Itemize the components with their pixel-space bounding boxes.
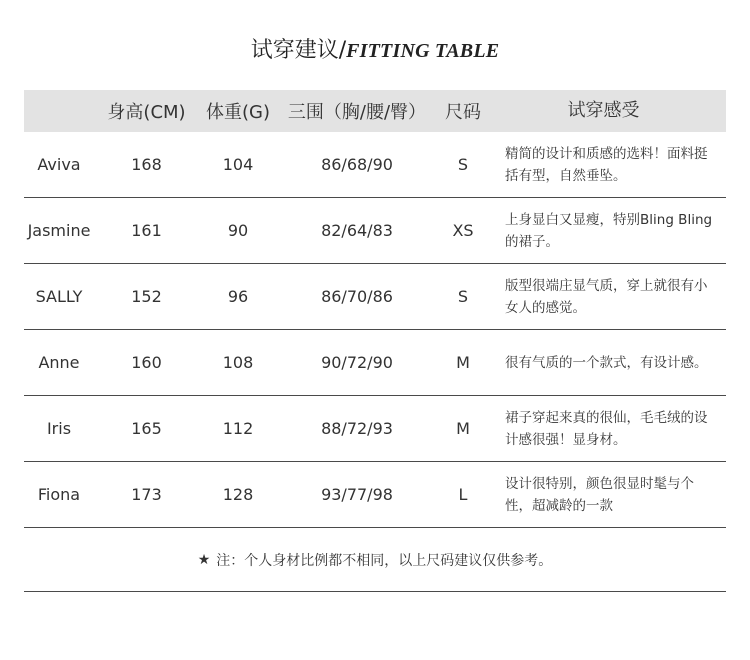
cell-comment: 设计很特别，颜色很显时髦与个性，超减龄的一款 bbox=[505, 475, 694, 514]
cell-weight: 104 bbox=[222, 155, 254, 174]
cell-weight: 112 bbox=[222, 419, 254, 438]
cell-measurements: 90/72/90 bbox=[321, 353, 393, 372]
footnote-text: 注：个人身材比例都不相同，以上尺码建议仅供参考。 bbox=[216, 552, 553, 569]
cell-measurements: 86/70/86 bbox=[321, 287, 393, 306]
cell-measurements: 93/77/98 bbox=[321, 485, 393, 504]
cell-comment: 裙子穿起来真的很仙，毛毛绒的设计感很强！显身材。 bbox=[505, 409, 708, 448]
cell-comment: 精简的设计和质感的选料！面料挺括有型，自然垂坠。 bbox=[505, 145, 708, 184]
cell-size: M bbox=[456, 353, 470, 372]
cell-measurements: 88/72/93 bbox=[321, 419, 393, 438]
cell-weight: 90 bbox=[227, 221, 249, 240]
table-row bbox=[24, 396, 726, 462]
header-height: 身高(CM) bbox=[107, 102, 186, 123]
cell-height: 165 bbox=[131, 419, 162, 438]
cell-size: XS bbox=[452, 221, 474, 240]
header-measurements: 三围（胸/腰/臀） bbox=[287, 102, 427, 123]
cell-weight: 96 bbox=[227, 287, 249, 306]
table-row bbox=[24, 132, 726, 198]
fitting-table bbox=[24, 90, 726, 528]
cell-name: Anne bbox=[38, 353, 80, 372]
cell-size: S bbox=[457, 155, 469, 174]
cell-measurements: 86/68/90 bbox=[321, 155, 393, 174]
cell-name: Jasmine bbox=[27, 221, 91, 240]
cell-comment: 版型很端庄显气质，穿上就很有小女人的感觉。 bbox=[505, 277, 708, 316]
cell-height: 161 bbox=[131, 221, 162, 240]
cell-name: Aviva bbox=[37, 155, 81, 174]
cell-height: 160 bbox=[131, 353, 162, 372]
cell-comment: 上身显白又显瘦，特别Bling Bling的裙子。 bbox=[505, 211, 713, 250]
header-size: 尺码 bbox=[445, 102, 481, 123]
cell-name: Iris bbox=[46, 419, 72, 438]
cell-weight: 128 bbox=[222, 485, 254, 504]
header-comment: 试穿感受 bbox=[567, 100, 640, 121]
cell-size: M bbox=[456, 419, 470, 438]
star-icon: ★ bbox=[197, 551, 211, 568]
cell-height: 173 bbox=[131, 485, 162, 504]
cell-comment: 很有气质的一个款式，有设计感。 bbox=[505, 354, 708, 371]
header-weight: 体重(G) bbox=[206, 102, 270, 123]
title-english: FITTING TABLE bbox=[346, 40, 500, 62]
table-header-row bbox=[24, 90, 726, 132]
cell-weight: 108 bbox=[222, 353, 254, 372]
cell-name: Fiona bbox=[37, 485, 81, 504]
cell-size: L bbox=[458, 485, 468, 504]
page-title bbox=[0, 36, 750, 66]
table-row bbox=[24, 462, 726, 528]
cell-name: SALLY bbox=[35, 287, 83, 306]
cell-size: S bbox=[457, 287, 469, 306]
table-row bbox=[24, 264, 726, 330]
table-row bbox=[24, 330, 726, 396]
cell-height: 168 bbox=[131, 155, 162, 174]
cell-height: 152 bbox=[131, 287, 162, 306]
cell-measurements: 82/64/83 bbox=[321, 221, 393, 240]
table-row bbox=[24, 198, 726, 264]
footnote bbox=[24, 528, 726, 592]
title-chinese: 试穿建议/ bbox=[250, 38, 347, 63]
